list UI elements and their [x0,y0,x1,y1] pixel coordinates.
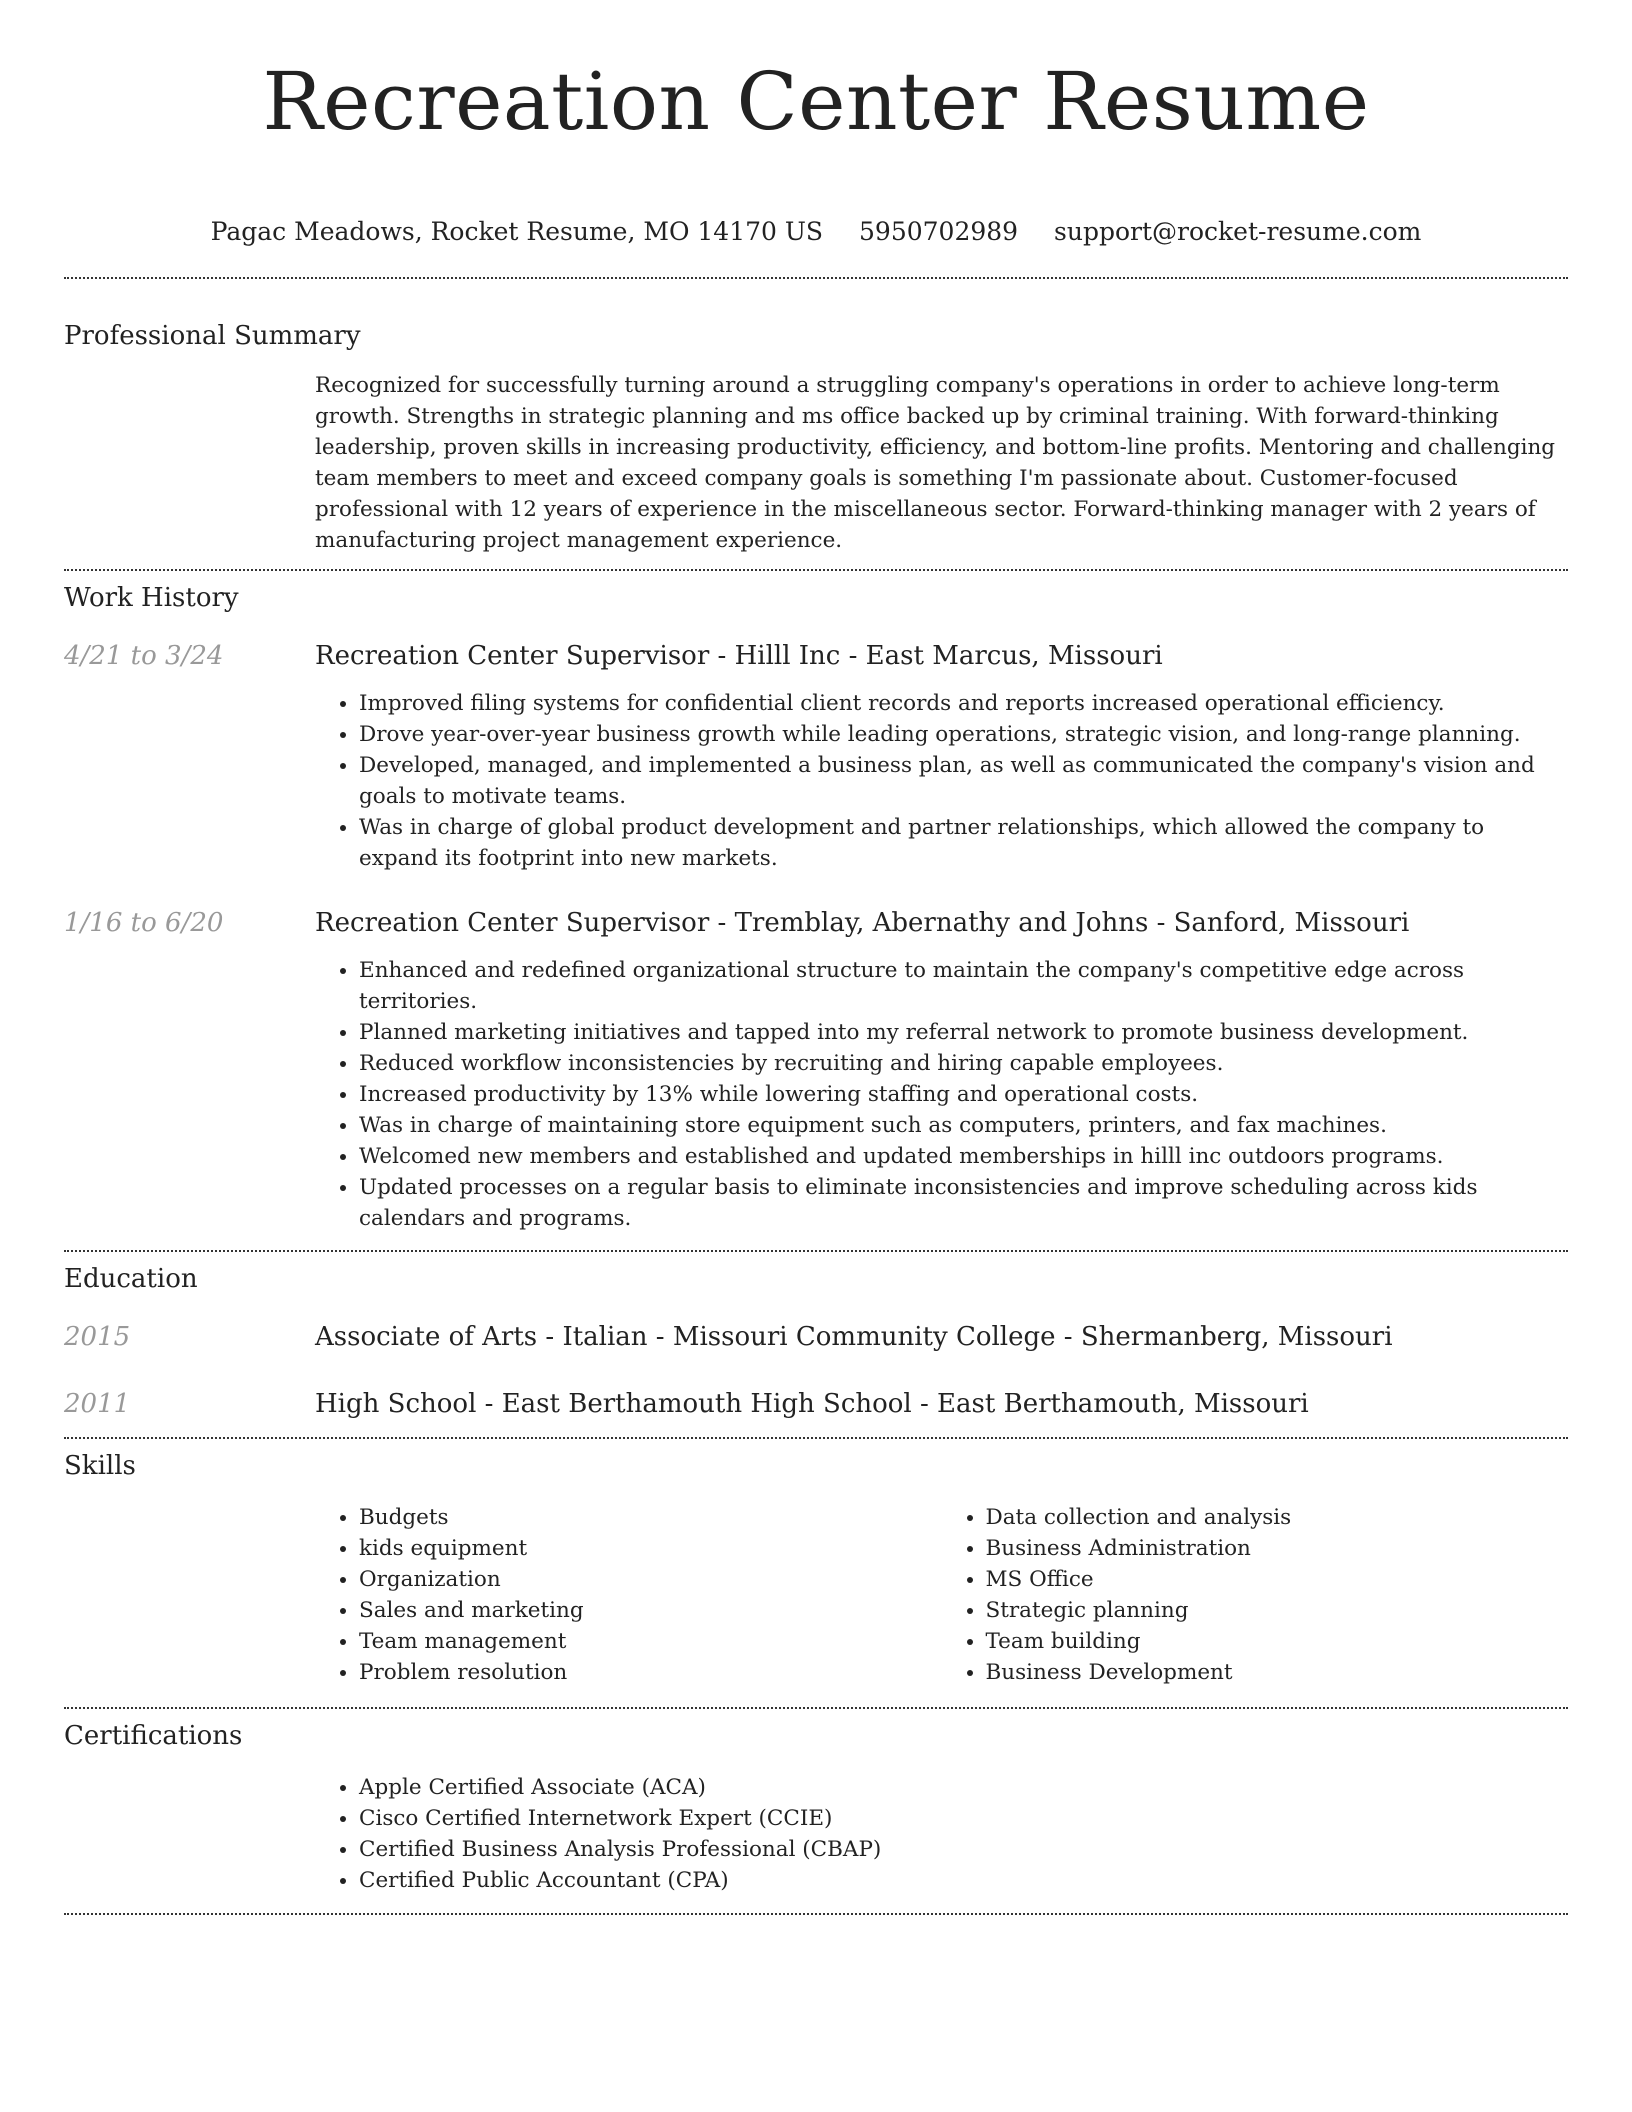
education-heading: Education [64,1264,198,1294]
skill-item: • Problem resolution [359,1657,942,1688]
skills-column-left [315,1502,942,1688]
job-dates: 4/21 to 3/24 [64,641,224,671]
education-year: 2011 [64,1389,131,1419]
list-item: • Increased productivity by 13% while lowering staffing and operational costs. [359,1079,1568,1110]
job-title: Recreation Center Supervisor - Tremblay, Abernathy and Johns - Sanford, Missouri [315,908,1410,938]
skill-item: • Team building [986,1626,1569,1657]
job-entry [64,639,1568,673]
divider [64,1707,1568,1709]
skills-list [315,1502,1568,1688]
divider [64,1913,1568,1915]
summary-text: Recognized for successfully turning around a struggling company's operations in order to achieve long-term growth. Strengths in strategic planning and ms office backed up by criminal training. With forward-thinking leadership, proven skills in increasing productivity, efficiency, and bottom-line profits. Mentoring and challenging team members to meet and exceed company goals is something I'm passionate about. Customer-focused professional with 12 years of experience in the miscellaneous sector. Forward-thinking manager with 2 years of manufacturing project management experience. [315,373,1556,553]
list-item: • Developed, managed, and implemented a business plan, as well as communicated the company's vision and goals to motivate teams. [359,750,1568,812]
resume-title: Recreation Center Resume [262,55,1370,148]
contact-phone: 5950702989 [859,217,1019,246]
contact-email: support@rocket-resume.com [1054,217,1422,246]
skill-item: • MS Office [986,1564,1569,1595]
job-entry [64,906,1568,940]
list-item: • Welcomed new members and established and updated memberships in hilll inc outdoors programs. [359,1141,1568,1172]
skill-item: • Business Administration [986,1533,1569,1564]
contact-address: Pagac Meadows, Rocket Resume, MO 14170 US [210,217,824,246]
skill-item: • Budgets [359,1502,942,1533]
education-title: Associate of Arts - Italian - Missouri Community College - Shermanberg, Missouri [315,1322,1393,1352]
skills-column-right [942,1502,1569,1688]
job-bullets [315,688,1568,874]
skill-item: • Data collection and analysis [986,1502,1569,1533]
job-title: Recreation Center Supervisor - Hilll Inc - East Marcus, Missouri [315,641,1163,671]
summary-heading: Professional Summary [64,321,361,351]
certification-item: • Cisco Certified Internetwork Expert (CCIE) [359,1803,1568,1834]
list-item: • Was in charge of maintaining store equipment such as computers, printers, and fax machines. [359,1110,1568,1141]
list-item: • Improved filing systems for confidential client records and reports increased operational efficiency. [359,688,1568,719]
skill-item: • Business Development [986,1657,1569,1688]
contact-line [64,216,1568,248]
skill-item: • kids equipment [359,1533,942,1564]
list-item: • Planned marketing initiatives and tapped into my referral network to promote business development. [359,1017,1568,1048]
list-item: • Was in charge of global product development and partner relationships, which allowed the company to expand its footprint into new markets. [359,812,1568,874]
job-bullets [315,955,1568,1234]
skill-item: • Team management [359,1626,942,1657]
summary-body [315,370,1568,556]
skills-heading: Skills [64,1451,136,1481]
list-item: • Reduced workflow inconsistencies by recruiting and hiring capable employees. [359,1048,1568,1079]
certification-item: • Certified Business Analysis Professional (CBAP) [359,1834,1568,1865]
divider [64,1437,1568,1439]
work-history-heading: Work History [64,583,239,613]
job-dates: 1/16 to 6/20 [64,908,224,938]
certification-item: • Apple Certified Associate (ACA) [359,1772,1568,1803]
divider [64,277,1568,279]
certifications-heading: Certifications [64,1721,243,1751]
divider [64,1250,1568,1252]
education-entry [64,1320,1568,1354]
education-entry [64,1387,1568,1421]
skill-item: • Sales and marketing [359,1595,942,1626]
list-item: • Drove year-over-year business growth while leading operations, strategic vision, and long-range planning. [359,719,1568,750]
resume-page [64,0,1568,1915]
list-item: • Enhanced and redefined organizational structure to maintain the company's competitive edge across territories. [359,955,1568,1017]
skill-item: • Organization [359,1564,942,1595]
education-year: 2015 [64,1322,131,1352]
certification-item: • Certified Public Accountant (CPA) [359,1865,1568,1896]
education-title: High School - East Berthamouth High School - East Berthamouth, Missouri [315,1389,1309,1419]
divider [64,569,1568,571]
list-item: • Updated processes on a regular basis to eliminate inconsistencies and improve scheduling across kids calendars and programs. [359,1172,1568,1234]
certifications-list [315,1772,1568,1896]
skill-item: • Strategic planning [986,1595,1569,1626]
